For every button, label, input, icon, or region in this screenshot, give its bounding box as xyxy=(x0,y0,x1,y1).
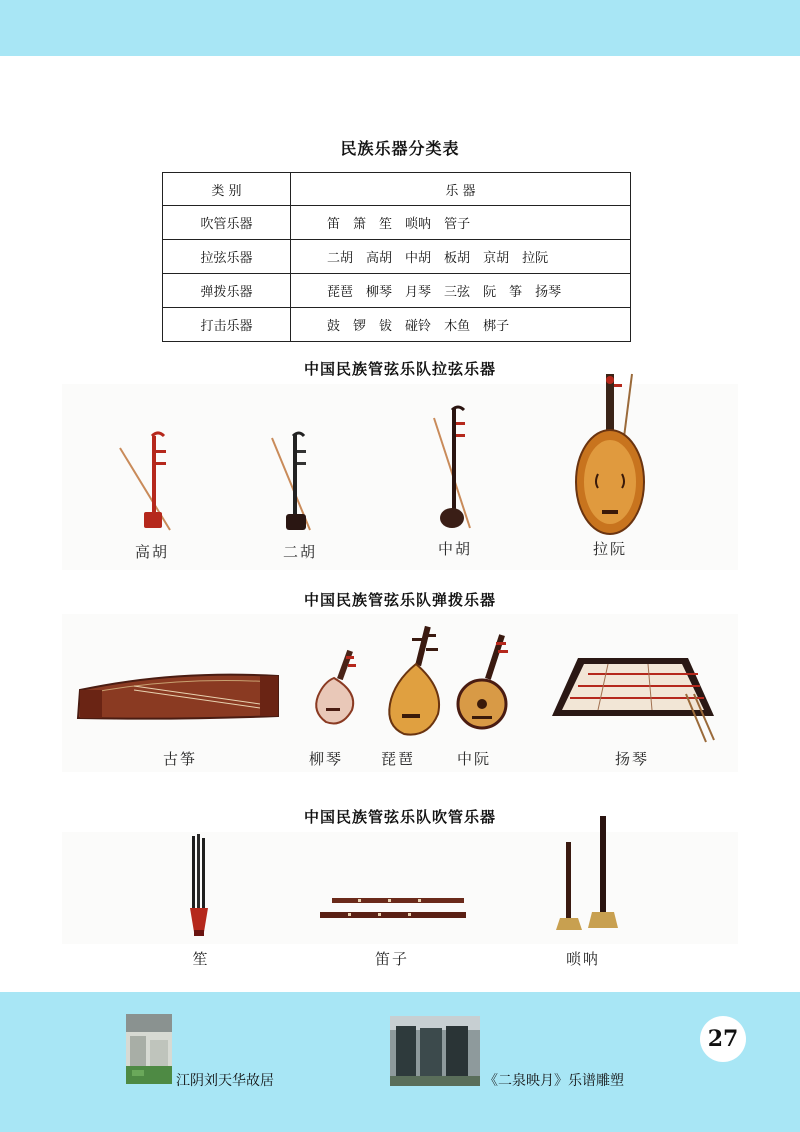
gaohu-image xyxy=(112,428,182,538)
instrument-name: 钹 xyxy=(379,319,393,334)
yangqin-image xyxy=(548,654,718,744)
instrument-name: 碰铃 xyxy=(405,319,432,334)
caption-yangqin: 扬琴 xyxy=(614,750,650,768)
instrument-name: 拉阮 xyxy=(522,251,549,266)
instrument-name: 二胡 xyxy=(327,251,354,266)
table-row xyxy=(163,206,631,240)
instrument-name: 箫 xyxy=(353,217,367,232)
dizi-image xyxy=(318,896,468,926)
instrument-name: 锣 xyxy=(353,319,367,334)
caption-liuqin: 柳琴 xyxy=(308,750,344,768)
zhonghu-image xyxy=(428,404,484,532)
instrument-name: 柳琴 xyxy=(366,285,393,300)
header-instruments: 乐 器 xyxy=(291,173,631,206)
pipa-image xyxy=(382,624,448,738)
instrument-name: 中胡 xyxy=(405,251,432,266)
row-category: 吹管乐器 xyxy=(163,206,291,240)
erhu-image xyxy=(266,432,326,534)
photo2-caption: 《二泉映月》乐谱雕塑 xyxy=(484,1073,624,1089)
caption-pipa: 琵琶 xyxy=(380,750,416,768)
instrument-name: 唢呐 xyxy=(405,217,432,232)
top-header-band xyxy=(0,0,800,56)
instrument-name: 笙 xyxy=(379,217,393,232)
caption-zhonghu: 中胡 xyxy=(437,540,473,558)
caption-laruan: 拉阮 xyxy=(592,540,628,558)
instrument-name: 木鱼 xyxy=(444,319,471,334)
liuqin-image xyxy=(312,648,360,728)
caption-zhongruan: 中阮 xyxy=(456,750,492,768)
laruan-image xyxy=(574,370,646,536)
row-category: 打击乐器 xyxy=(163,308,291,342)
zhongruan-image xyxy=(456,632,512,732)
instrument-name: 三弦 xyxy=(444,285,471,300)
table-row xyxy=(163,274,631,308)
wind-instruments-panel xyxy=(62,832,738,944)
caption-gaohu: 高胡 xyxy=(134,543,170,561)
row-category: 弹拨乐器 xyxy=(163,274,291,308)
table-row xyxy=(163,240,631,274)
instrument-name: 管子 xyxy=(444,217,471,232)
instrument-name: 琵琶 xyxy=(327,285,354,300)
instrument-name: 梆子 xyxy=(483,319,510,334)
instrument-name: 筝 xyxy=(509,285,523,300)
photo1-caption: 江阴刘天华故居 xyxy=(176,1073,274,1089)
row-category: 拉弦乐器 xyxy=(163,240,291,274)
bowed-section-title: 中国民族管弦乐队拉弦乐器 xyxy=(303,360,496,378)
instrument-name: 扬琴 xyxy=(535,285,562,300)
caption-guzheng: 古筝 xyxy=(162,750,198,768)
sheng-image xyxy=(186,834,216,938)
row-instruments xyxy=(291,308,631,342)
row-instruments xyxy=(291,240,631,274)
table-header-row xyxy=(163,173,631,206)
caption-erhu: 二胡 xyxy=(282,543,318,561)
erquan-score-sculpture-photo xyxy=(390,1016,480,1086)
page-number: 27 xyxy=(700,1016,746,1062)
caption-suona: 唢呐 xyxy=(565,950,601,968)
instrument-name: 笛 xyxy=(327,217,341,232)
table-title: 民族乐器分类表 xyxy=(340,139,460,158)
instrument-name: 月琴 xyxy=(405,285,432,300)
instrument-classification-table xyxy=(162,172,631,342)
caption-dizi: 笛子 xyxy=(374,950,410,968)
instrument-name: 板胡 xyxy=(444,251,471,266)
liu-tianhua-residence-photo xyxy=(126,1014,172,1084)
header-category: 类 别 xyxy=(163,173,291,206)
plucked-section-title: 中国民族管弦乐队弹拨乐器 xyxy=(303,591,496,609)
row-instruments xyxy=(291,274,631,308)
instrument-name: 高胡 xyxy=(366,251,393,266)
wind-section-title: 中国民族管弦乐队吹管乐器 xyxy=(303,808,496,826)
suona-image xyxy=(554,812,618,934)
caption-sheng: 笙 xyxy=(192,950,210,968)
row-instruments xyxy=(291,206,631,240)
table-row xyxy=(163,308,631,342)
instrument-name: 阮 xyxy=(483,285,497,300)
guzheng-image xyxy=(74,666,282,728)
instrument-name: 京胡 xyxy=(483,251,510,266)
instrument-name: 鼓 xyxy=(327,319,341,334)
